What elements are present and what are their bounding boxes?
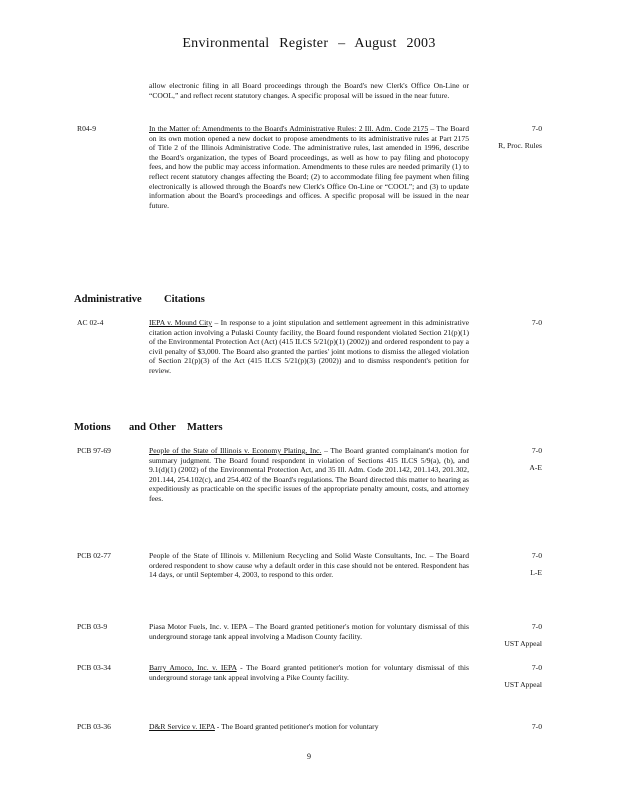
vote-count: 7-0 bbox=[531, 318, 542, 327]
page-title: Environmental Register – August 2003 bbox=[182, 36, 436, 51]
entry-text bbox=[149, 124, 469, 210]
entry-description: – In response to a joint stipulation and settlement agreement in this administrative citation action involving a Pulaski County facility, the Board found respondent violated Section 21(p)(1) of the Environmental Protection Act (Act) (415 ILCS 5/21(p)(1) (2002)) and ordered respondent to pay a civil penalty of $3,000. The Board also granted the parties' joint motions to dismiss the alleged violation of Section 21(p)(3) of the Act (415 ILCS 5/21(p)(3) (2002)) and to dismiss respondent's petition for review. bbox=[149, 318, 469, 375]
section-heading-word: Motions bbox=[74, 422, 111, 433]
vote-count: 7-0 bbox=[531, 124, 542, 133]
case-type: UST Appeal bbox=[504, 639, 542, 648]
entry-text: Piasa Motor Fuels, Inc. v. IEPA – The Board granted petitioner's motion for voluntary dismissal of this underground storage tank appeal involving a Madison County facility. bbox=[149, 622, 469, 641]
section-heading-word: Citations bbox=[164, 294, 205, 305]
case-type: UST Appeal bbox=[504, 680, 542, 689]
case-type: R, Proc. Rules bbox=[498, 141, 542, 150]
section-heading-administrative-citations bbox=[74, 294, 205, 305]
entry-text bbox=[149, 318, 469, 376]
entry-text: People of the State of Illinois v. Millenium Recycling and Solid Waste Consultants, Inc. – The Board ordered respondent to show cause why a default order in this case should not be entered. Respondent has 14 days, or until September 4, 2003, to respond to this order. bbox=[149, 551, 469, 580]
entry-description: - The Board granted petitioner's motion for voluntary bbox=[214, 722, 379, 731]
entry-description: - The Board granted petitioner's motion for voluntary dismissal of this underground storage tank appeal involving a Pike County facility. bbox=[149, 663, 469, 682]
vote-count: 7-0 bbox=[531, 663, 542, 672]
vote-count: 7-0 bbox=[531, 446, 542, 455]
docket-number: PCB 03-36 bbox=[77, 722, 111, 731]
docket-number: AC 02-4 bbox=[77, 318, 104, 327]
section-heading-word: Matters bbox=[187, 422, 223, 433]
docket-number: PCB 03-9 bbox=[77, 622, 108, 631]
entry-text bbox=[149, 663, 469, 682]
entry-description: – The Board granted complainant's motion for summary judgment. The Board found respondent in violation of Sections 415 ILCS 5/9(a), (b), and 9.1(d)(1) (2002) of the Environmental Protection Act, and 35 Ill. Adm. Code 201.142, 201.143, 201.302, 201.144, 254.102(c), and 254.402 of the Board's regulations. The Board directed this matter to hearing as expeditiously as practicable on the specific issues of the appropriate penalty amount, costs, and attorney fees. bbox=[149, 446, 470, 503]
case-type: A-E bbox=[529, 463, 542, 472]
docket-number: R04-9 bbox=[77, 124, 96, 133]
case-title: Barry Amoco, Inc. v. IEPA bbox=[149, 663, 237, 672]
case-title: People of the State of Illinois v. Economy Plating, Inc. bbox=[149, 446, 322, 455]
entry-description: – The Board on its own motion opened a new docket to propose amendments to its administrative rules at Part 2175 of Title 2 of the Illinois Administrative Code. The administrative rules, last amended in 1996, describe the Board's organization, the types of Board proceedings, as well as how to pay filing and photocopy fees, and how the public may access information. Amendments to these rules are needed primarily (1) to reflect recent statutory changes affecting the Board; (2) to accommodate filing fee payment when filing electronically is allowed through the Board's new Clerk's Office On-Line or “COOL”; and (3) to update information about the Board's proceedings and offices. A specific proposal will be issued in the near future. bbox=[149, 124, 469, 210]
case-type: L-E bbox=[530, 568, 542, 577]
docket-number: PCB 97-69 bbox=[77, 446, 111, 455]
docket-number: PCB 03-34 bbox=[77, 663, 111, 672]
section-heading-word: Other bbox=[149, 422, 176, 433]
docket-number: PCB 02-77 bbox=[77, 551, 111, 560]
continued-paragraph: allow electronic filing in all Board proceedings through the Board's new Clerk's Office On-Line or “COOL,” and reflect recent statutory changes. A specific proposal will be issued in the near future. bbox=[149, 81, 469, 100]
entry-text bbox=[149, 446, 469, 504]
case-title: In the Matter of: Amendments to the Board's Administrative Rules: 2 Ill. Adm. Code 2175 bbox=[149, 124, 429, 133]
vote-count: 7-0 bbox=[531, 722, 542, 731]
vote-count: 7-0 bbox=[531, 622, 542, 631]
vote-count: 7-0 bbox=[531, 551, 542, 560]
section-heading-motions bbox=[74, 422, 223, 433]
entry-text bbox=[149, 722, 469, 732]
page-number: 9 bbox=[307, 752, 311, 761]
section-heading-word: Administrative bbox=[74, 294, 142, 305]
section-heading-word: and bbox=[129, 422, 146, 433]
case-title: D&R Service v. IEPA bbox=[149, 722, 215, 731]
case-title: IEPA v. Mound City bbox=[149, 318, 213, 327]
